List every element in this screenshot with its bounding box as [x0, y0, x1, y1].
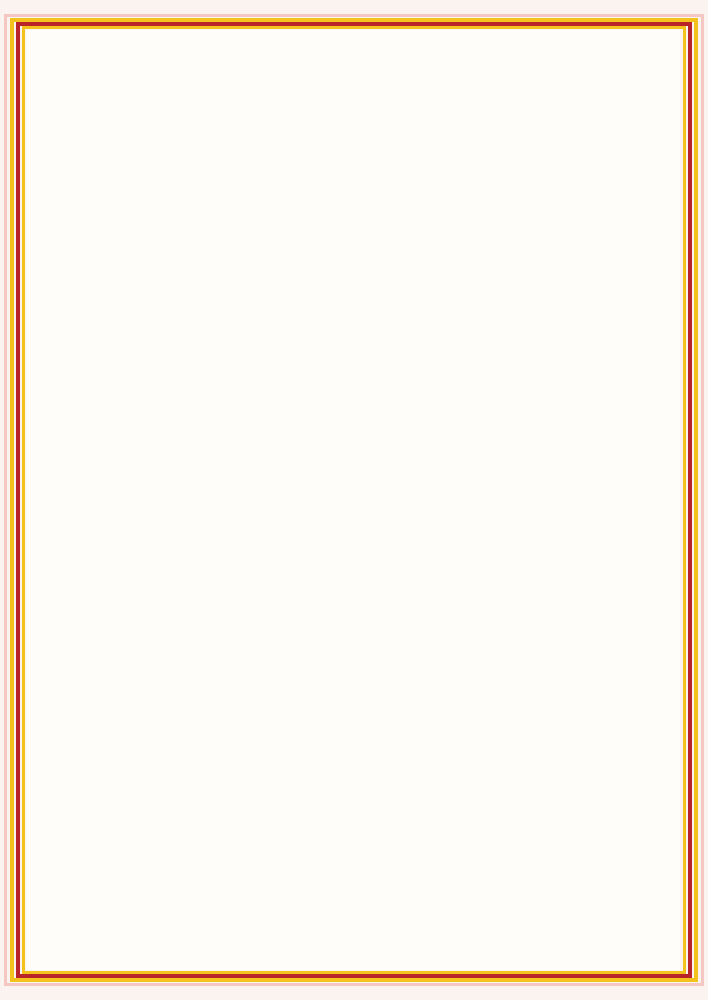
menu-page	[26, 30, 680, 970]
